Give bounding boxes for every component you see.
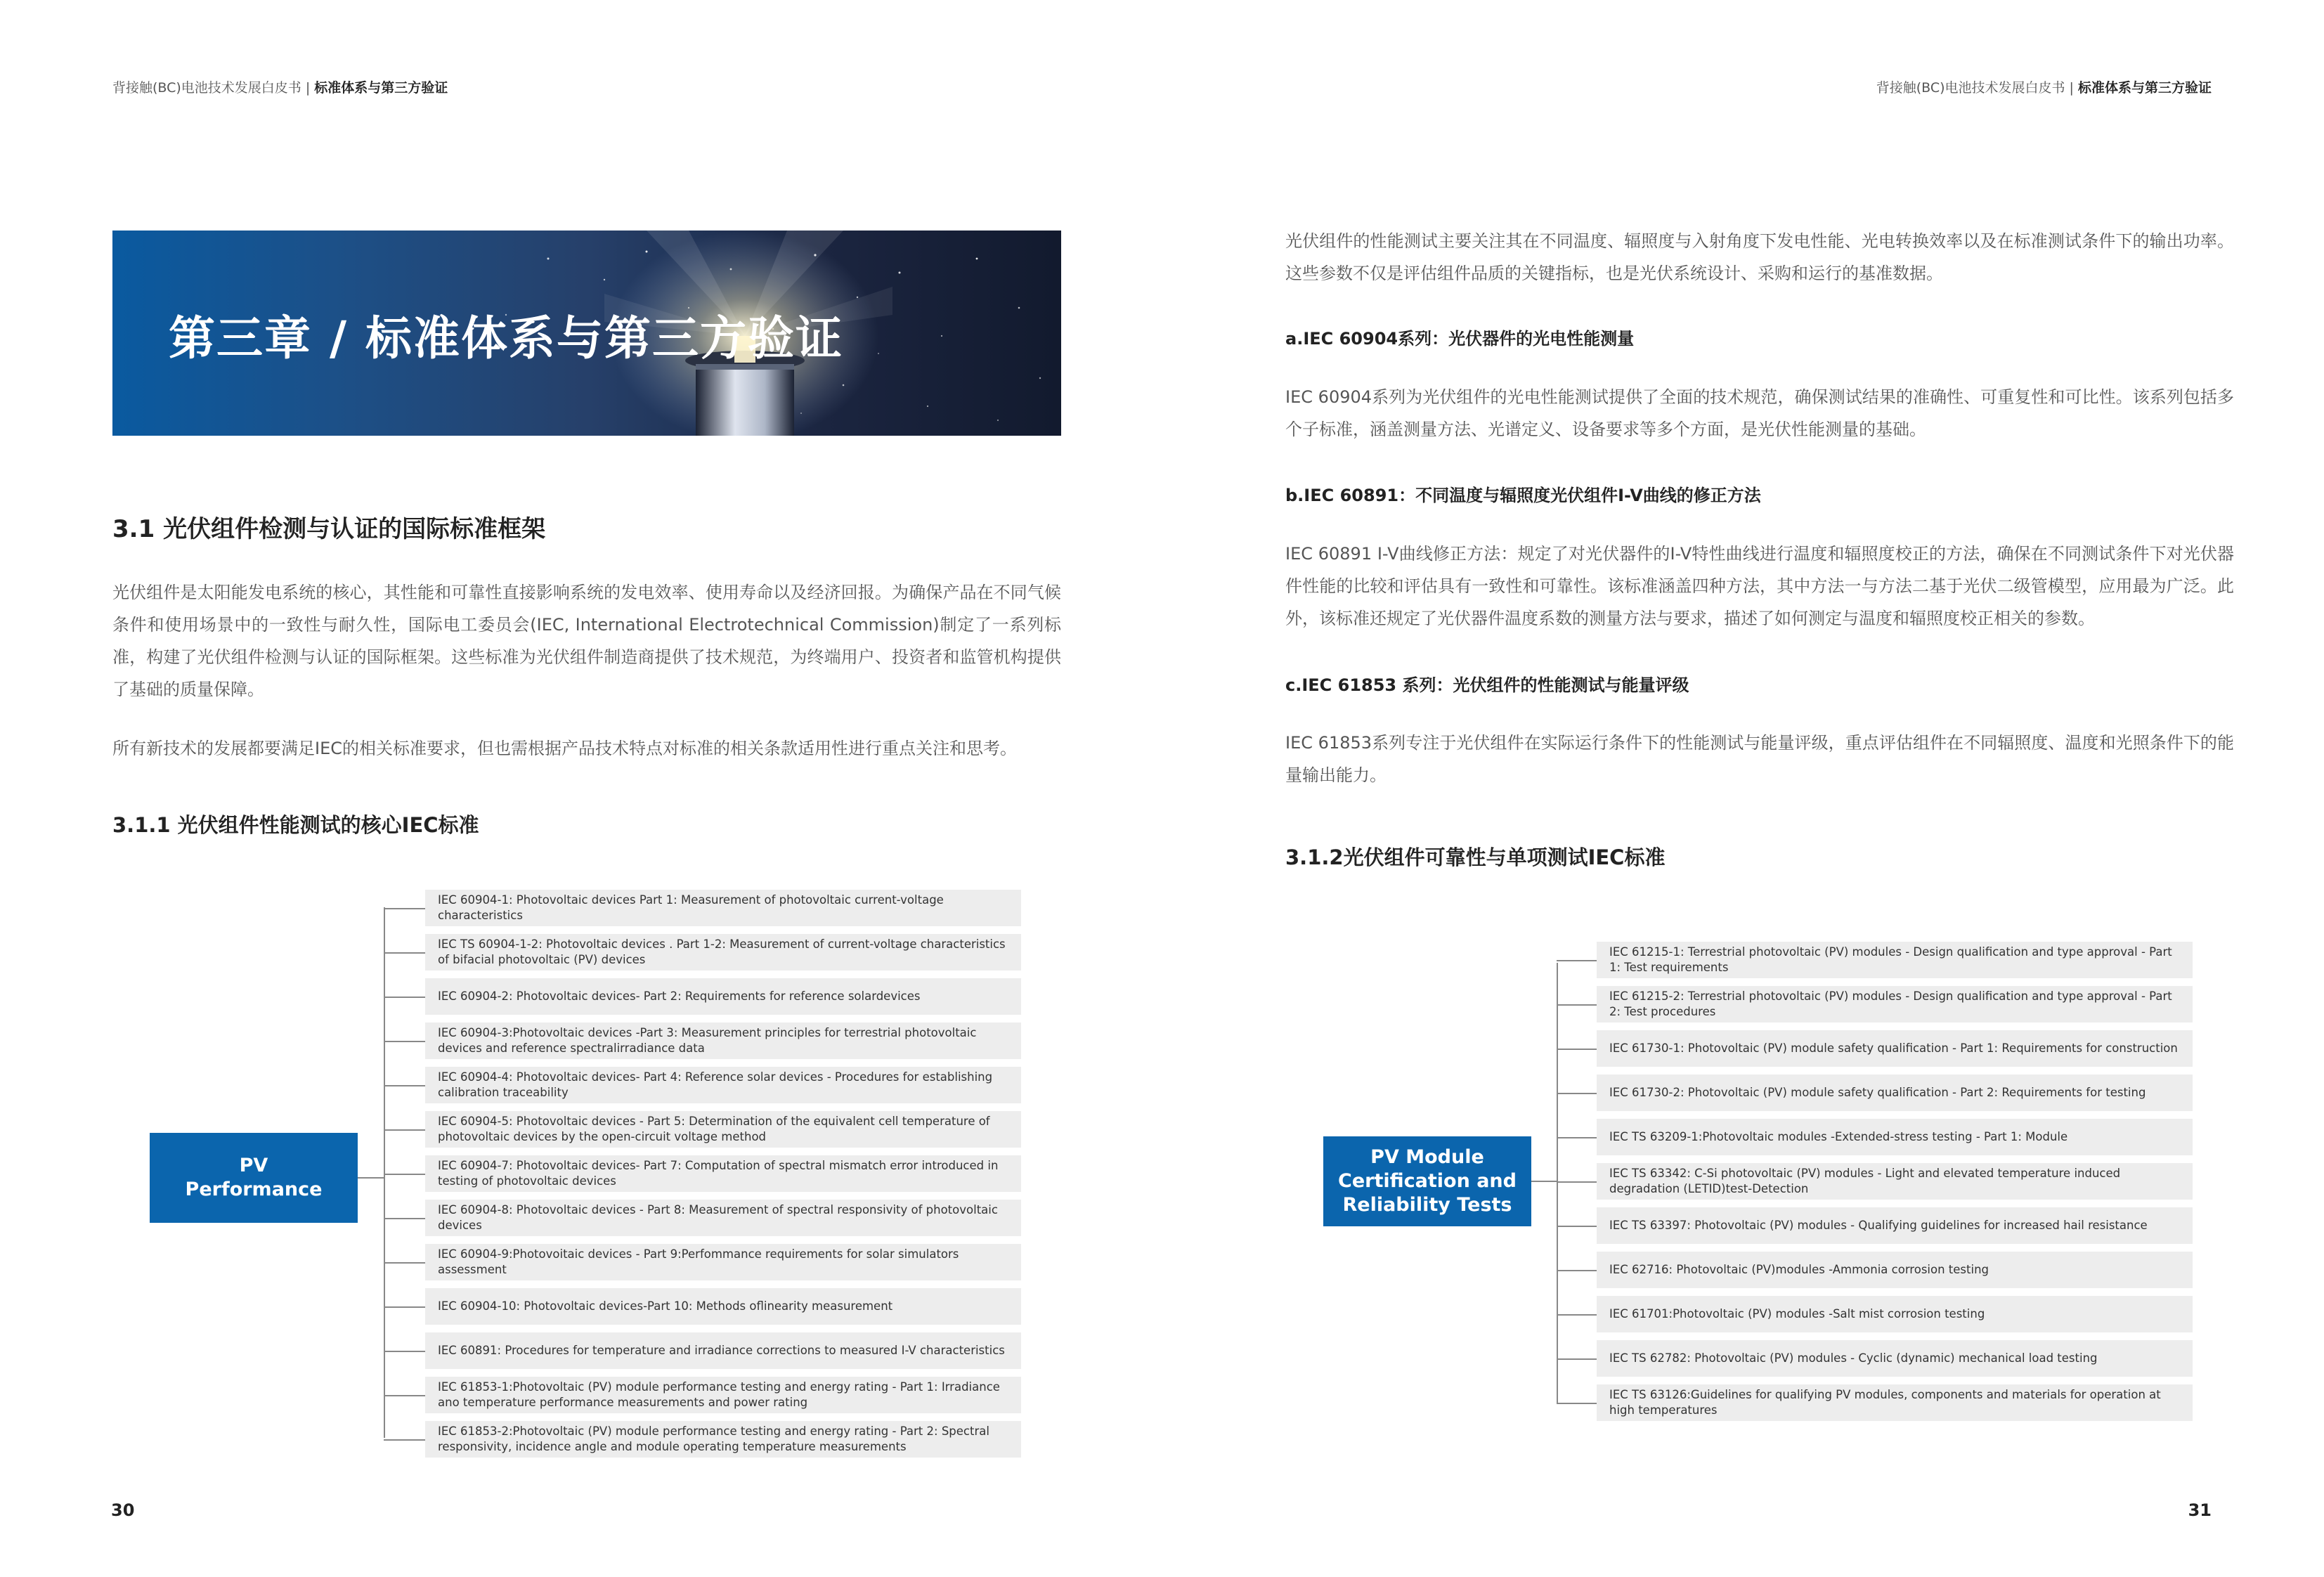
- standard-item: IEC 61730-1: Photovoltaic (PV) module safety qualification - Part 1: Requirements for construction: [1597, 1030, 2193, 1067]
- heading-iec-61853: c.IEC 61853 系列：光伏组件的性能测试与能量评级: [1285, 675, 1689, 695]
- standard-item: IEC 61215-1: Terrestrial photovoltaic (PV) modules - Design qualification and type approval - Part 1: Test requirements: [1597, 942, 2193, 978]
- page-number-right: 31: [2188, 1500, 2212, 1520]
- section-title-3-1: 3.1 光伏组件检测与认证的国际标准框架: [112, 515, 546, 543]
- connector-tick: [384, 1439, 425, 1441]
- connector-tick: [1557, 1358, 1597, 1360]
- heading-iec-60891: b.IEC 60891：不同温度与辐照度光伏组件I-V曲线的修正方法: [1285, 486, 1761, 505]
- intro-paragraph: 光伏组件是太阳能发电系统的核心，其性能和可靠性直接影响系统的发电效率、使用寿命以及经济回报。为确保产品在不同气候条件和使用场景中的一致性与耐久性，国际电工委员会(IEC, International Electrotechnical Commission)制定了一系列标准，构建了光伏组件检测与认证的国际框架。这些标准为光伏组件制造商提供了技术规范，为终端用户、投资者和监管机构提供了基础的质量保障。: [112, 583, 1061, 699]
- standard-item: IEC 60904-4: Photovoltaic devices- Part 4: Reference solar devices - Procedures for establishing calibration traceability: [425, 1067, 1021, 1103]
- standard-item: IEC 62716: Photovoltaic (PV)modules -Ammonia corrosion testing: [1597, 1252, 2193, 1288]
- connector-tick: [384, 908, 425, 909]
- standard-item: IEC 60904-8: Photovoltaic devices - Part 8: Measurement of spectral responsivity of photovoltaic devices: [425, 1200, 1021, 1236]
- connector-tick: [1557, 1314, 1597, 1316]
- connector-spine: [1557, 963, 1558, 1404]
- chapter-banner: [112, 231, 1061, 436]
- subsection-title-3-1-2: 3.1.2光伏组件可靠性与单项测试IEC标准: [1285, 845, 1666, 869]
- connector-spine: [384, 907, 385, 1438]
- standard-item: IEC TS 63397: Photovoltaic (PV) modules - Qualifying guidelines for increased hail resistance: [1597, 1207, 2193, 1244]
- standard-item: IEC 61853-2:Photovoltaic (PV) module performance testing and energy rating - Part 2: Spectral responsivity, incidence angle and module operating temperature measurements: [425, 1421, 1021, 1458]
- chapter-title: 第三章 / 标准体系与第三方验证: [169, 311, 844, 365]
- connector-tick: [1557, 1049, 1597, 1050]
- running-head-left: 背接触(BC)电池技术发展白皮书 | 标准体系与第三方验证: [112, 80, 448, 96]
- connector-tick: [1557, 1004, 1597, 1006]
- standard-item: IEC TS 62782: Photovoltaic (PV) modules - Cyclic (dynamic) mechanical load testing: [1597, 1340, 2193, 1377]
- connector-tick: [384, 1262, 425, 1264]
- standard-item: IEC 60904-7: Photovoltaic devices- Part 7: Computation of spectral mismatch error introduced in testing of photovoltaic devices: [425, 1155, 1021, 1192]
- pv-module-certification-root-box: PV Module Certification and Reliability Tests: [1323, 1136, 1531, 1226]
- subsection-title-3-1-1: 3.1.1 光伏组件性能测试的核心IEC标准: [112, 813, 479, 837]
- page-number-left: 30: [111, 1500, 135, 1520]
- connector-tick: [384, 1174, 425, 1175]
- connector-tick: [384, 1306, 425, 1308]
- paragraph-iec-60891: IEC 60891 I-V曲线修正方法：规定了对光伏器件的I-V特性曲线进行温度和辐照度校正的方法，确保在不同测试条件下对光伏器件性能的比较和评估具有一致性和可靠性。该标准涵盖四种方法，其中方法一与方法二基于光伏二级管模型，应用最为广泛。此外，该标准还规定了光伏器件温度系数的测量方法与要求，描述了如何测定与温度和辐照度校正相关的参数。: [1285, 544, 2234, 628]
- connector-tick: [1557, 1181, 1597, 1183]
- standard-item: IEC 61701:Photovoltaic (PV) modules -Salt mist corrosion testing: [1597, 1296, 2193, 1332]
- connector-tick: [1557, 960, 1597, 961]
- standard-item: IEC 60904-9:Photovoitaic devices - Part 9:Perfommance requirements for solar simulators assessment: [425, 1244, 1021, 1280]
- pv-performance-root-box: PV Performance: [150, 1133, 358, 1223]
- connector-line: [1531, 1181, 1557, 1182]
- standard-item: IEC TS 63209-1:Photovoltaic modules -Extended-stress testing - Part 1: Module: [1597, 1119, 2193, 1155]
- running-head-right: 背接触(BC)电池技术发展白皮书 | 标准体系与第三方验证: [1876, 80, 2212, 96]
- heading-iec-60904: a.IEC 60904系列：光伏器件的光电性能测量: [1285, 329, 1635, 349]
- standard-item: IEC TS 63126:Guidelines for qualifying PV modules, components and materials for operation at high temperatures: [1597, 1384, 2193, 1421]
- connector-tick: [384, 1351, 425, 1352]
- standard-item: IEC 60904-5: Photovoltaic devices - Part 5: Determination of the equivalent cell temperature of photovoltaic devices by the open-circuit voltage method: [425, 1111, 1021, 1148]
- connector-tick: [384, 1041, 425, 1042]
- standard-item: IEC 60904-10: Photovoltaic devices-Part 10: Methods oflinearity measurement: [425, 1288, 1021, 1325]
- standard-item: IEC 60891: Procedures for temperature and irradiance corrections to measured I-V characteristics: [425, 1332, 1021, 1369]
- note-paragraph: 所有新技术的发展都要满足IEC的相关标准要求，但也需根据产品技术特点对标准的相关条款适用性进行重点关注和思考。: [112, 739, 1017, 758]
- performance-intro-paragraph: 光伏组件的性能测试主要关注其在不同温度、辐照度与入射角度下发电性能、光电转换效率以及在标准测试条件下的输出功率。这些参数不仅是评估组件品质的关键指标，也是光伏系统设计、采购和运行的基准数据。: [1285, 231, 2234, 283]
- standard-item: IEC 60904-2: Photovoltaic devices- Part 2: Requirements for reference solardevices: [425, 978, 1021, 1015]
- paragraph-iec-60904: IEC 60904系列为光伏组件的光电性能测试提供了全面的技术规范，确保测试结果的准确性、可重复性和可比性。该系列包括多个子标准，涵盖测量方法、光谱定义、设备要求等多个方面，是光伏性能测量的基础。: [1285, 387, 2234, 439]
- connector-tick: [384, 1129, 425, 1131]
- standard-item: IEC 61853-1:Photovoltaic (PV) module performance testing and energy rating - Part 1: Irradiance ano temperature performance measurements and power rating: [425, 1377, 1021, 1413]
- connector-tick: [1557, 1403, 1597, 1404]
- standard-item: IEC TS 63342: C-Si photovoltaic (PV) modules - Light and elevated temperature induced degradation (LETID)test-Detection: [1597, 1163, 2193, 1200]
- connector-tick: [384, 1218, 425, 1219]
- standard-item: IEC TS 60904-1-2: Photovoltaic devices . Part 1-2: Measurement of current-voltage characteristics of bifacial photovoltaic (PV) devices: [425, 934, 1021, 971]
- paragraph-iec-61853: IEC 61853系列专注于光伏组件在实际运行条件下的性能测试与能量评级，重点评估组件在不同辐照度、温度和光照条件下的能量输出能力。: [1285, 733, 2234, 785]
- connector-tick: [384, 952, 425, 954]
- connector-tick: [1557, 1270, 1597, 1271]
- connector-tick: [1557, 1093, 1597, 1094]
- standard-item: IEC 60904-3:Photovoltaic devices -Part 3: Measurement principles for terrestrial photovoltaic devices and reference spectralirradiance data: [425, 1023, 1021, 1059]
- standard-item: IEC 61730-2: Photovoltaic (PV) module safety qualification - Part 2: Requirements for testing: [1597, 1075, 2193, 1111]
- connector-tick: [384, 1395, 425, 1396]
- connector-tick: [1557, 1137, 1597, 1138]
- connector-tick: [384, 997, 425, 998]
- connector-tick: [384, 1085, 425, 1086]
- connector-line: [358, 1177, 384, 1179]
- standard-item: IEC 61215-2: Terrestrial photovoltaic (PV) modules - Design qualification and type approval - Part 2: Test procedures: [1597, 986, 2193, 1023]
- connector-tick: [1557, 1226, 1597, 1227]
- standard-item: IEC 60904-1: Photovoltaic devices Part 1: Measurement of photovoltaic current-voltage characteristics: [425, 890, 1021, 926]
